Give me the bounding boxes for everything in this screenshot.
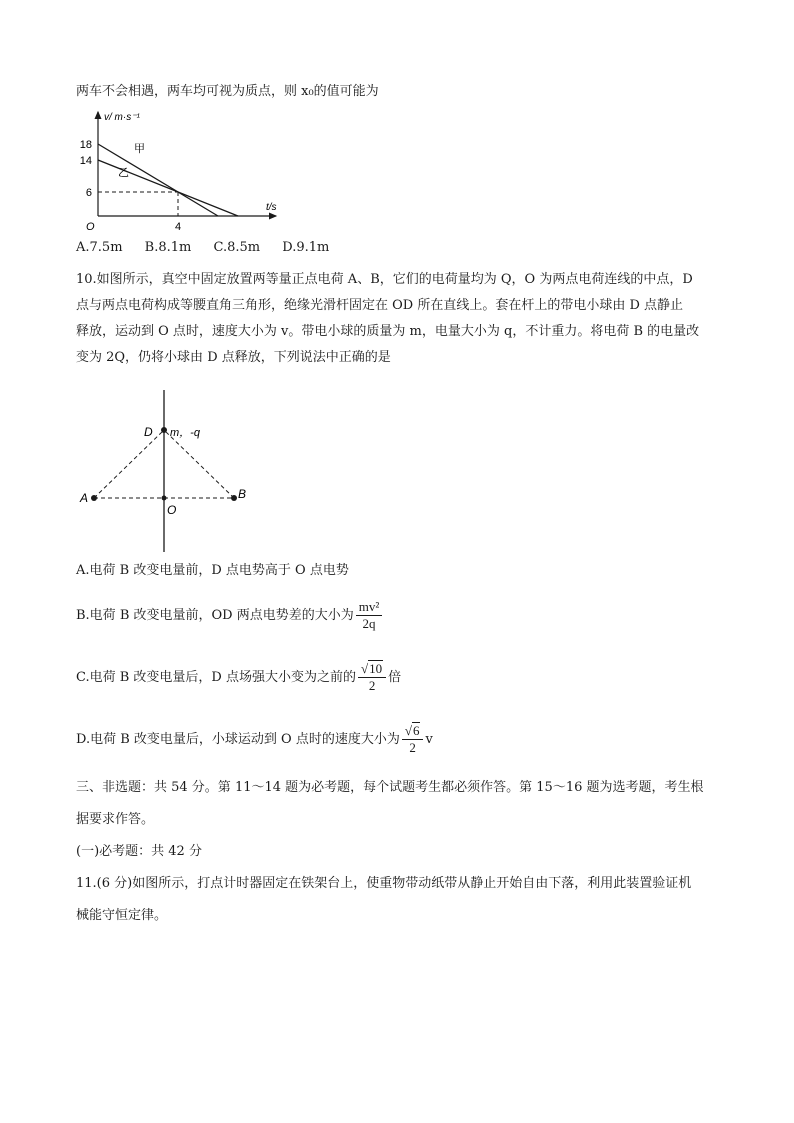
q10-option-d[interactable]: D.电荷 B 改变电量后，小球运动到 O 点时的速度大小为 $\frac{√6}{2}$ v (76, 723, 433, 755)
q11-line-2: 械能守恒定律。 (76, 908, 168, 923)
label-yi: 乙 (118, 167, 129, 179)
q9-option-c[interactable]: C.8.5m (213, 240, 261, 255)
section3-line-2: 据要求作答。 (76, 812, 155, 827)
q10-option-a[interactable]: A.电荷 B 改变电量前，D 点电势高于 O 点电势 (76, 563, 349, 578)
fraction: $\frac{\text{mv²}}{2q}$ (356, 599, 383, 632)
q10-stem-line-2: 点与两点电荷构成等腰直角三角形，绝缘光滑杆固定在 OD 所在直线上。套在杆上的带电小球由 D 点静止 (76, 298, 684, 313)
label-m-q: m，-q (170, 427, 200, 439)
label-O: O (167, 503, 177, 517)
charge-A (91, 495, 97, 501)
q9-stem-tail: 两车不会相遇，两车均可视为质点，则 x₀的值可能为 (76, 84, 379, 99)
q9-option-b[interactable]: B.8.1m (144, 240, 192, 255)
y-tick-label: 14 (79, 155, 92, 167)
label-A: A (80, 491, 89, 505)
q10-option-c[interactable]: C.电荷 B 改变电量后，D 点场强大小变为之前的 $\frac{√10}{2}$ 倍 (76, 661, 402, 693)
q10-stem-line-4: 变为 2Q，仍将小球由 D 点释放，下列说法中正确的是 (76, 350, 391, 365)
y-axis-label: v/ m·s⁻¹ (104, 112, 140, 123)
x-axis-label: t/s (266, 202, 277, 213)
series-line-jia (98, 144, 218, 216)
vt-graph (76, 106, 286, 236)
section3-line-1: 三、非选题：共 54 分。第 11～14 题为必考题，每个试题考生都必须作答。第 15～16 题为选考题，考生根 (76, 780, 704, 795)
q11-line-1: 11.(6 分)如图所示，打点计时器固定在铁架台上，使重物带动纸带从静止开始自由下落，利用此装置验证机 (76, 876, 692, 891)
q10-option-b[interactable]: B.电荷 B 改变电量前，OD 两点电势差的大小为 $\frac{\text{mv²}}{2q}$ (76, 596, 384, 636)
label-D: D (144, 425, 153, 439)
line-AD (94, 430, 164, 498)
line-BD (164, 430, 234, 498)
label-B: B (238, 487, 247, 501)
q9-option-a[interactable]: A.7.5m (76, 240, 123, 255)
y-tick-label: 6 (85, 187, 92, 199)
label-jia: 甲 (134, 143, 145, 155)
y-tick-label: 18 (79, 139, 92, 151)
fraction: $\frac{√6}{2}$ (402, 723, 424, 756)
charge-B (231, 495, 237, 501)
point-O (162, 496, 167, 501)
q10-stem-line-3: 释放，运动到 O 点时，速度大小为 v。带电小球的质量为 m，电量大小为 q，不计重力。将电荷 B 的电量改 (76, 324, 700, 339)
fraction: $\frac{√10}{2}$ (358, 661, 386, 694)
q9-options (76, 238, 347, 258)
q9-option-d[interactable]: D.9.1m (282, 240, 330, 255)
section3-subheading: (一)必考题：共 42 分 (76, 844, 202, 859)
ball-D (161, 427, 167, 433)
origin-label: O (86, 221, 95, 233)
charge-figure (76, 390, 256, 555)
q10-stem-line-1: 10.如图所示，真空中固定放置两等量正点电荷 A、B，它们的电荷量均为 Q，O 为两点电荷连线的中点，D (76, 272, 693, 287)
x-tick-label: 4 (174, 221, 182, 233)
